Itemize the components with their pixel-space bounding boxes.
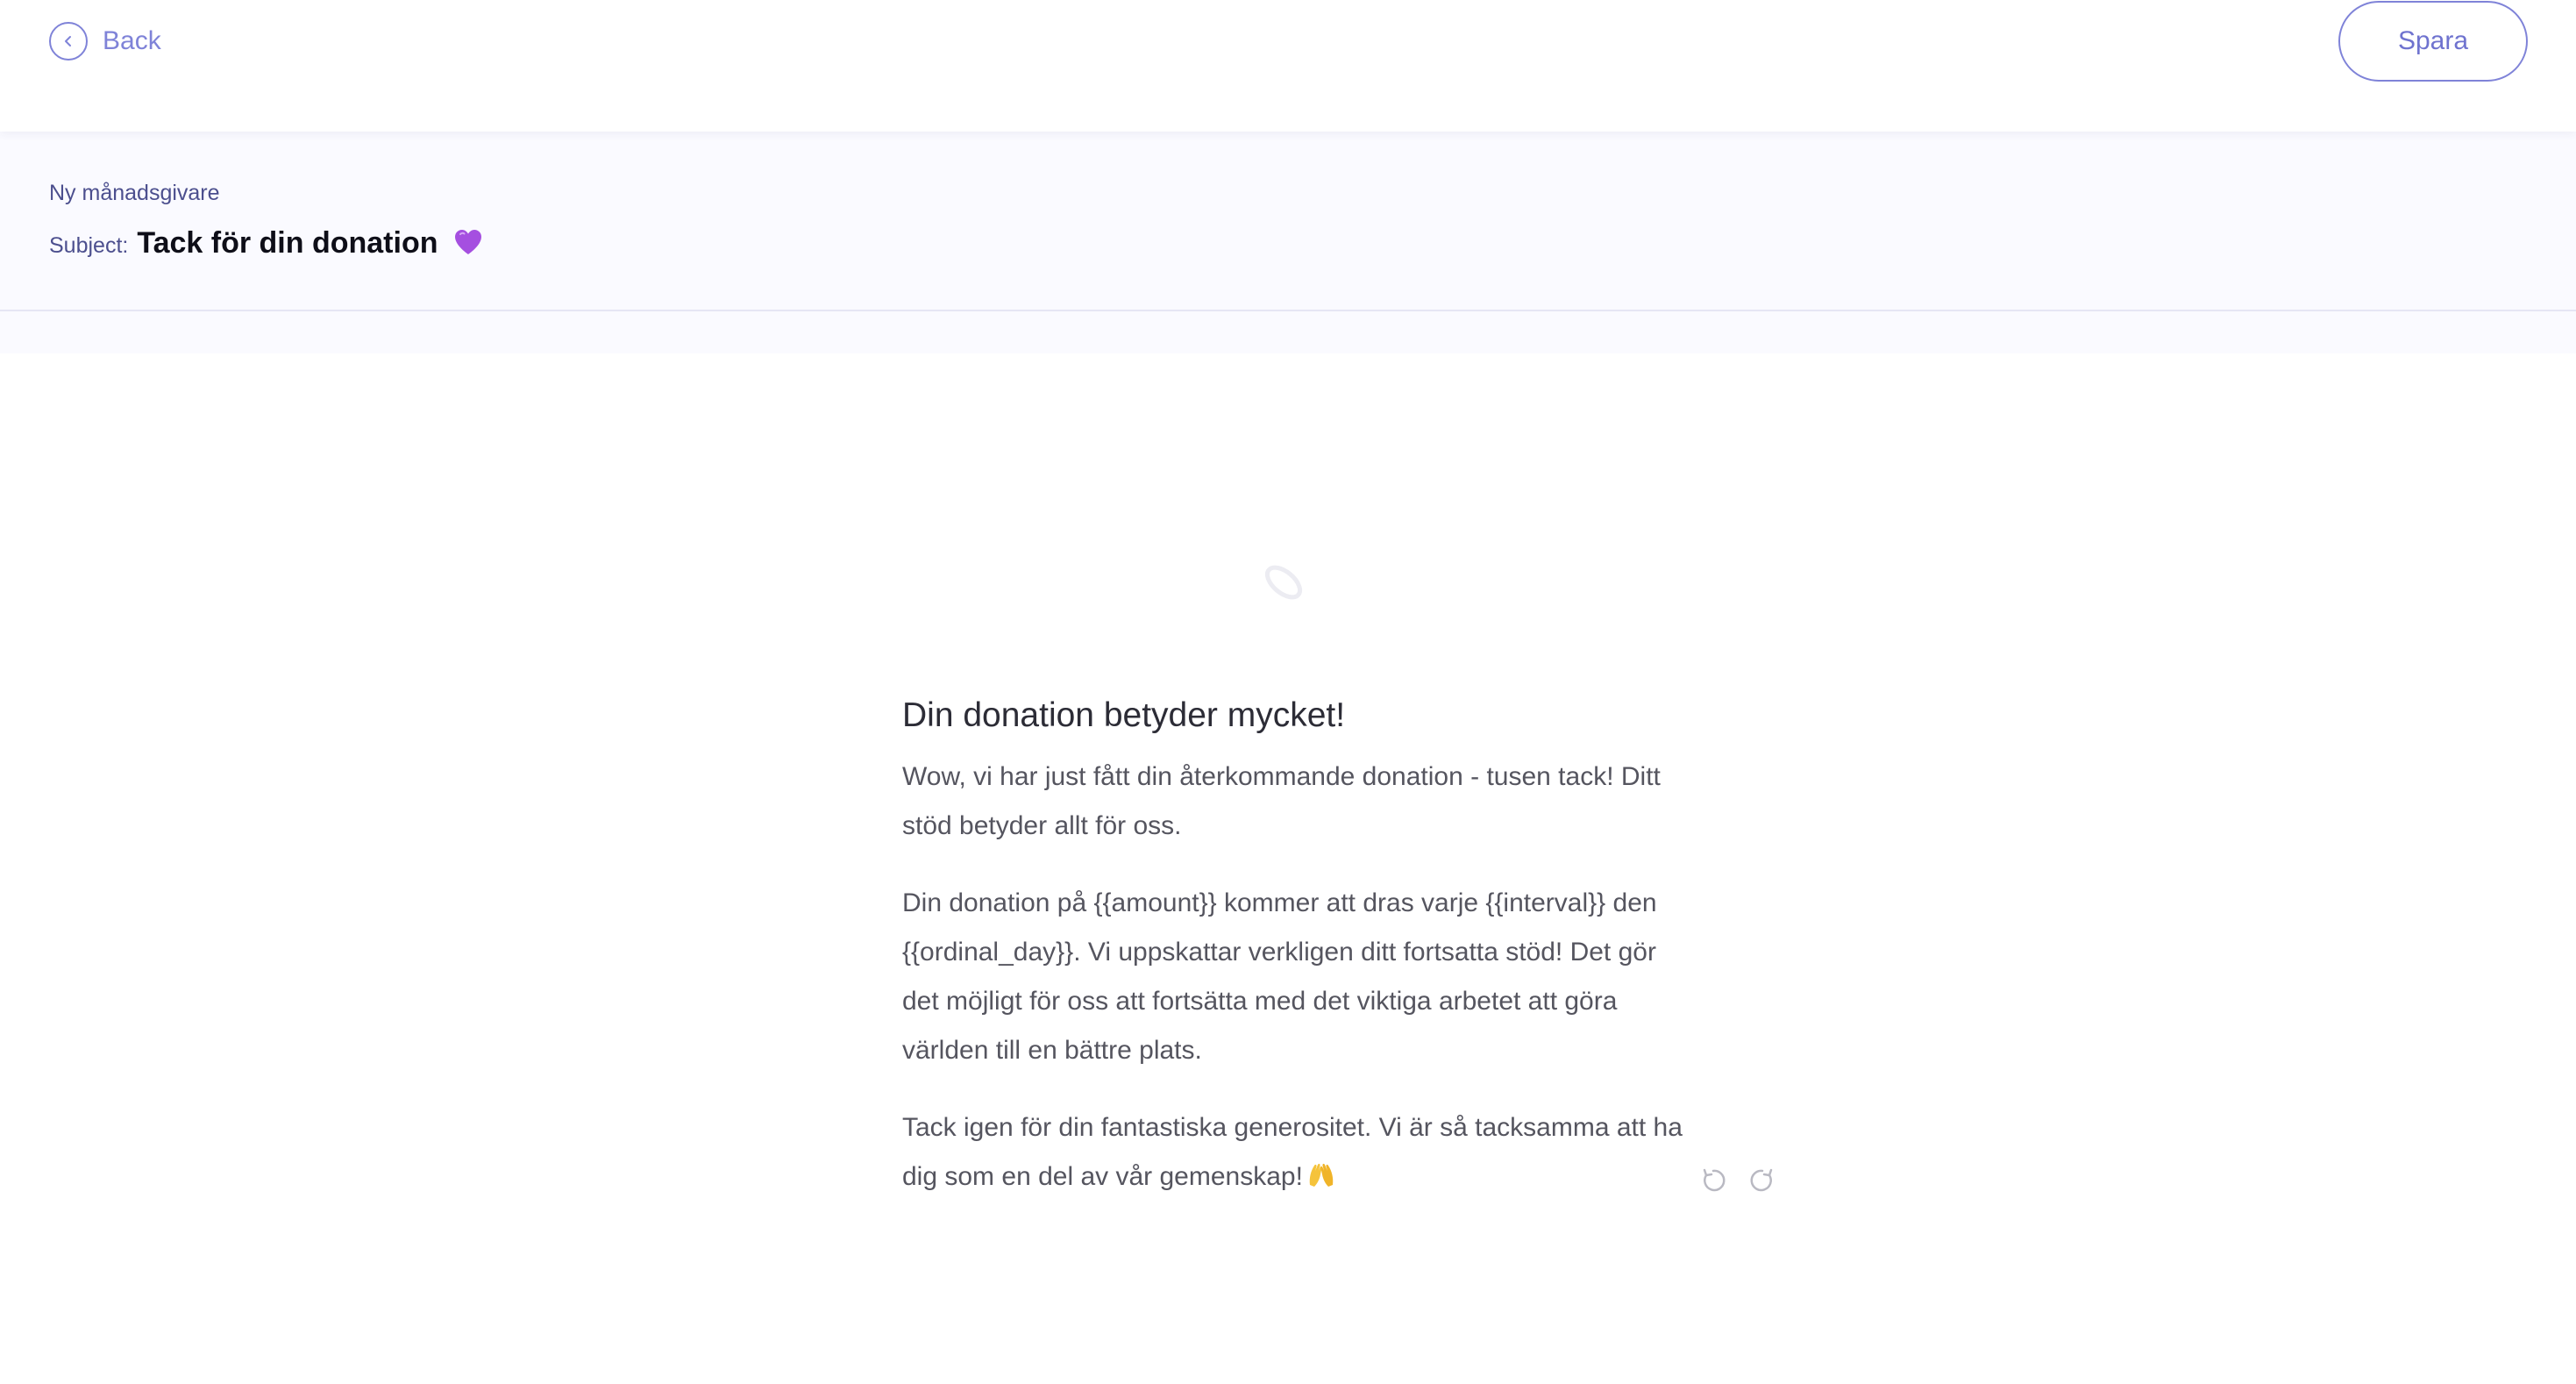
undo-icon[interactable]: [1697, 1165, 1729, 1196]
loading-spinner-icon: [1256, 554, 1312, 610]
chevron-left-icon: [49, 22, 88, 61]
subject-row: [49, 226, 483, 264]
subject-text: Tack för din donation: [137, 226, 438, 260]
redo-icon[interactable]: [1747, 1165, 1778, 1196]
email-paragraph-3-container: [902, 1103, 1691, 1205]
back-label: Back: [103, 26, 161, 55]
template-name: Ny månadsgivare: [49, 181, 220, 205]
email-body-editor[interactable]: [902, 693, 1691, 1233]
email-heading: Din donation betyder mycket!: [902, 696, 1346, 734]
subject-value[interactable]: [137, 226, 483, 264]
email-paragraph-1: Wow, vi har just fått din återkommande donation - tusen tack! Ditt stöd betyder allt för oss.: [902, 762, 1661, 840]
raising-hands-icon: [1306, 1156, 1336, 1205]
subject-label: Subject:: [49, 233, 129, 258]
editor-toolbar-strip: [0, 311, 2576, 353]
email-paragraph-3: Tack igen för din fantastiska generositet. Vi är så tacksamma att ha dig som en del av vår gemenskap!: [902, 1113, 1683, 1191]
save-button[interactable]: Spara: [2338, 1, 2528, 82]
purple-heart-icon: [453, 228, 483, 264]
email-paragraph-2: Din donation på {{amount}} kommer att dras varje {{interval}} den {{ordinal_day}}. Vi uppskattar verkligen ditt fortsatta stöd! Det gör det möjligt för oss att fortsätta med det viktiga arbetet att göra världen till en bättre plats.: [902, 888, 1657, 1065]
back-button[interactable]: [49, 20, 161, 62]
top-bar: [0, 0, 2576, 132]
email-meta-panel: [0, 132, 2576, 311]
